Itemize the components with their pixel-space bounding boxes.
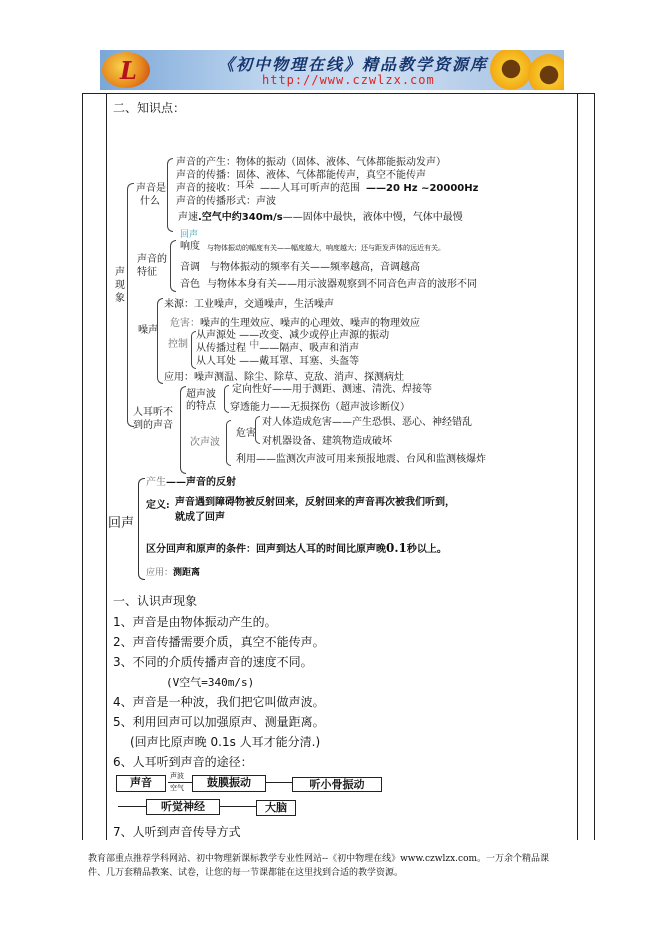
table-left-border	[82, 93, 83, 840]
pathway-arrow	[118, 806, 146, 807]
group1-line-1: 声音的产生：物体的振动（固体、液体、气体都能振动发声）	[176, 157, 446, 168]
group2-label-1: 声音的	[137, 254, 167, 265]
group3-brace	[157, 298, 163, 384]
loud-text: 与物体振动的幅度有关——幅度越大，响度越大；还与距发声体的远近有关。	[207, 244, 445, 252]
noise-harm	[170, 318, 420, 330]
point-item: 6、人耳听到声音的途径：	[113, 755, 253, 769]
infra-harm-1: 对人体造成危害——产生恐惧、恶心、神经错乱	[262, 417, 472, 428]
banner-title: 《初中物理在线》精品教学资源库	[218, 55, 489, 74]
pathway-box-brain: 大脑	[256, 800, 296, 816]
noise-control-2	[196, 340, 360, 355]
group1-line-3: 声音的传播形式：声波	[176, 196, 276, 207]
receive-ear: 耳朵	[236, 181, 255, 191]
group1-echo: 回声	[180, 230, 199, 240]
pathway-mid-top: 声波	[170, 772, 184, 780]
echo-distinguish-prefix: 区分回声和原声的条件：回声到达人耳的时间比原声晚	[146, 544, 386, 555]
echo-def-line2: 就成了回声	[175, 512, 225, 523]
group1-speed	[178, 212, 463, 224]
point-item: 2、声音传播需要介质，真空不能传声。	[113, 635, 325, 649]
group1-label-2: 什么	[140, 196, 160, 207]
ultra-label-1: 超声波	[186, 389, 216, 400]
receive-range: ——20 Hz ~20000Hz	[366, 183, 479, 194]
group2-brace	[170, 240, 176, 292]
table-right-border	[594, 93, 595, 840]
speed-rest: ——固体中最快，液体中慢，气体中最慢	[282, 212, 463, 223]
infra-harm-label: 危害	[236, 428, 256, 439]
ultra-brace	[224, 385, 229, 413]
mindmap-root-3: 象	[115, 293, 125, 304]
table-inner-border	[106, 93, 107, 840]
pathway-box-sound: 声音	[116, 775, 166, 792]
point-item: 3、不同的介质传播声音的速度不同。	[113, 655, 313, 669]
noise-control-3: 从人耳处 ——戴耳罩、耳塞、头盔等	[196, 356, 360, 367]
pathway-box-nerve: 听觉神经	[146, 799, 220, 815]
control-2-c: ——隔声、吸声和消声	[259, 343, 360, 354]
site-banner	[100, 50, 564, 90]
ultra-1: 定向性好——用于测距、测速、清洗、焊接等	[232, 384, 432, 395]
pitch-label: 音调	[180, 262, 200, 273]
pathway-box-ossicles: 听小骨振动	[292, 777, 382, 792]
echo-label: 回声	[108, 516, 135, 531]
mindmap-root-2: 现	[115, 280, 125, 291]
sunflower-icon	[528, 54, 564, 90]
point-item-last: 7、人听到声音传导方式	[113, 825, 241, 839]
echo-def-line1: 声音遇到障碍物被反射回来，反射回来的声音再次被我们听到，	[175, 497, 455, 508]
point-item: 1、声音是由物体振动产生的。	[113, 615, 277, 629]
infra-harm-brace	[255, 416, 260, 444]
footer-line-1: 教育部重点推荐学科网站、初中物理新课标教学专业性网站--《初中物理在线》www.czwlzx.com。一万余个精品课	[88, 854, 550, 864]
group1-brace	[167, 158, 173, 232]
pathway-arrow	[220, 806, 256, 807]
control-2-b: 中	[249, 340, 260, 351]
group4-label-2: 到的声音	[133, 420, 173, 431]
pathway-arrow	[266, 782, 292, 783]
echo-def-label: 定义:	[146, 500, 170, 511]
group3-label: 噪声	[138, 325, 158, 336]
point-item: 5、利用回声可以加强原声、测量距离。	[113, 715, 325, 729]
infra-use: 利用——监测次声波可用来预报地震、台风和监测核爆炸	[236, 454, 486, 465]
echo-apply-text: 测距离	[173, 568, 201, 578]
noise-harm-text: 噪声的生理效应、噪声的心理效、噪声的物理效应	[200, 318, 420, 329]
mindmap-root-1: 声	[115, 267, 125, 278]
echo-produce-text: ——声音的反射	[166, 477, 236, 488]
echo-apply	[146, 567, 200, 579]
sunflower-icon	[490, 50, 532, 90]
echo-distinguish-suffix: 秒以上。	[406, 544, 447, 555]
infra-brace	[226, 420, 231, 466]
infra-label: 次声波	[190, 437, 220, 448]
group2-label-2: 特征	[137, 267, 157, 278]
receive-mid: ——人耳可听声的范围	[260, 183, 361, 194]
ultra-label-2: 的特点	[186, 401, 216, 412]
echo-distinguish	[146, 542, 447, 556]
point-item: (V空气=340m/s)	[166, 676, 255, 689]
group1-line-2: 声音的传播：固体、液体、气体都能传声，真空不能传声	[176, 170, 426, 181]
loud-label: 响度	[180, 241, 200, 252]
speed-prefix: 声速	[178, 212, 198, 223]
pathway-mid-bottom: 空气	[170, 784, 184, 792]
points-heading: 一、认识声现象	[113, 594, 198, 608]
pitch-text: 与物体振动的频率有关——频率越高，音调越高	[210, 262, 420, 273]
infra-harm-2: 对机器设备、建筑物造成破坏	[262, 436, 392, 447]
banner-url[interactable]: http://www.czwlzx.com	[262, 73, 435, 87]
timbre-label: 音色	[180, 279, 200, 290]
point-item: 4、声音是一种波，我们把它叫做声波。	[113, 695, 325, 709]
table-top-border	[82, 93, 594, 94]
table-inner-right-border	[577, 93, 578, 840]
footer-line-2: 件、几万套精品教案、试卷，让您的每一节课都能在这里找到合适的教学资源。	[88, 868, 404, 878]
echo-produce	[146, 477, 236, 489]
point-item: (回声比原声晚 0.1s 人耳才能分清.)	[130, 735, 321, 749]
noise-harm-label: 危害：	[170, 318, 200, 329]
ultra-2: 穿透能力——无损探伤（超声波诊断仪）	[230, 402, 410, 413]
noise-control-1: 从声源处 ——改变、减少或停止声源的振动	[196, 330, 390, 341]
section-heading: 二、知识点：	[113, 101, 186, 115]
echo-apply-label: 应用：	[146, 568, 174, 578]
timbre-text: 与物体本身有关——用示波器观察到不同音色声音的波形不同	[207, 279, 477, 290]
noise-apply: 应用：噪声测温、除尘、除草、克敌、消声、探测病灶	[164, 372, 404, 383]
noise-source: 来源：工业噪声，交通噪声，生活噪声	[164, 299, 334, 310]
control-2-a: 从传播过程	[196, 343, 246, 354]
group1-label-1: 声音是	[136, 183, 166, 194]
echo-produce-label: 产生	[146, 477, 166, 488]
noise-control-label: 控制	[168, 339, 188, 350]
pathway-arrow	[168, 782, 192, 783]
group4-label-1: 人耳听不	[133, 407, 173, 418]
pathway-box-eardrum: 鼓膜振动	[192, 775, 266, 792]
root-brace	[127, 183, 134, 427]
group1-receive	[176, 183, 478, 195]
speed-value: .空气中约340m/s	[198, 212, 283, 223]
receive-prefix: 声音的接收：	[176, 183, 236, 194]
echo-distinguish-value: 0.1	[386, 541, 407, 555]
site-logo-mark: L	[120, 56, 137, 85]
echo-brace	[138, 478, 145, 580]
